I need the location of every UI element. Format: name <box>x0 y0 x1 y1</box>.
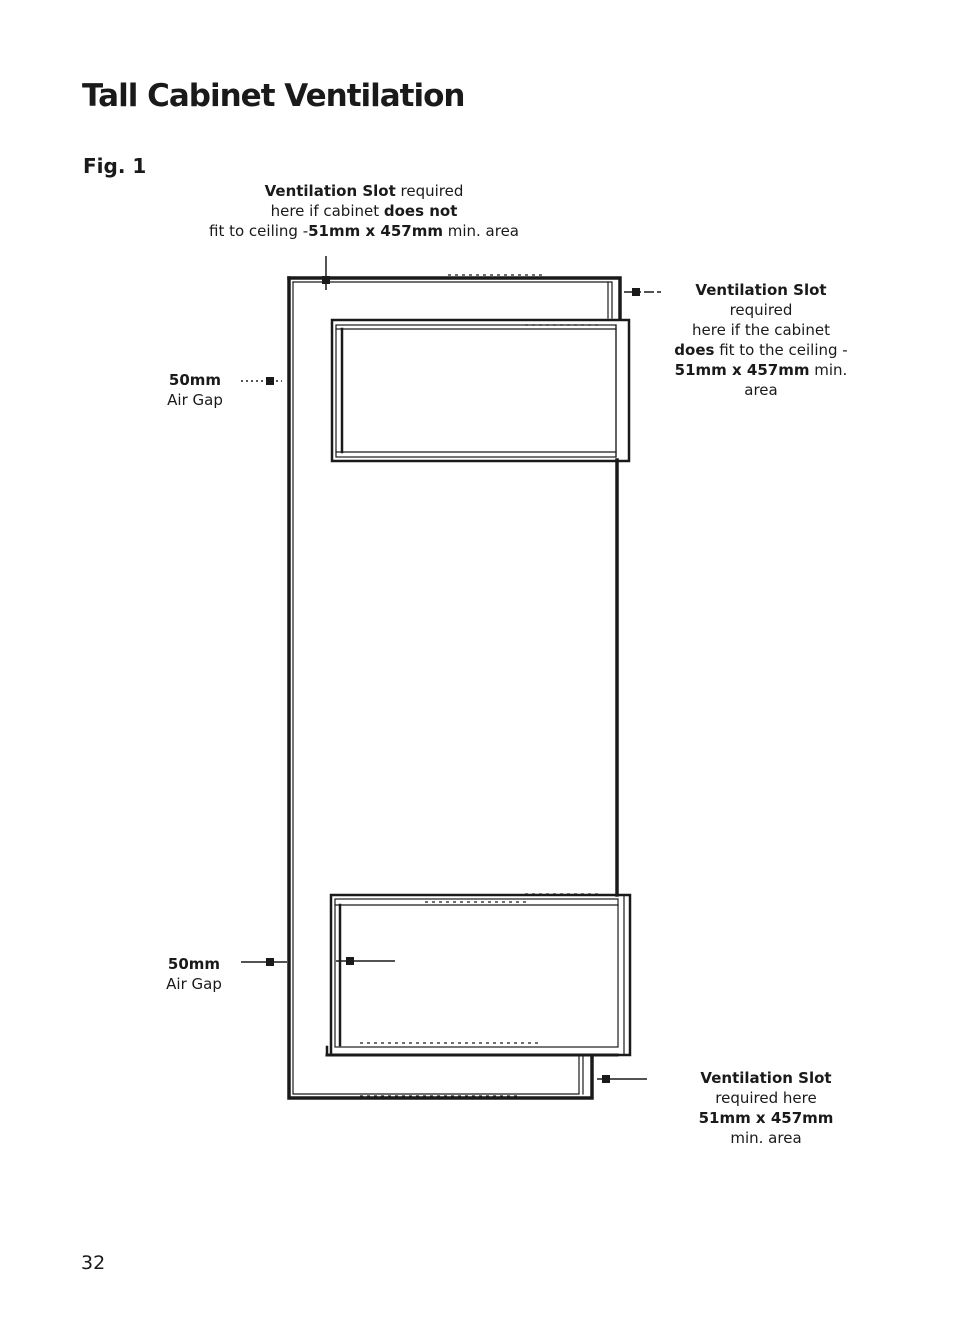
cabinet-inner-top <box>293 282 612 318</box>
lower-appliance-inner <box>335 899 618 1047</box>
top-slot-pointer-head <box>322 276 330 284</box>
cabinet-outline <box>289 278 620 318</box>
lower-appliance-frame <box>331 895 630 1055</box>
upper-appliance-frame <box>332 320 629 461</box>
bottom-ventilation-slot-label: Ventilation Slot required here 51mm x 457mm min. area <box>698 1069 834 1147</box>
air-gap-upper-pointer-head <box>266 377 274 385</box>
top-ventilation-slot-label: Ventilation Slot required here if cabinet does not fit to ceiling -51mm x 457mm min. area <box>209 182 519 240</box>
right-slot-pointer-head <box>632 288 640 296</box>
air-gap-upper-label: 50mm Air Gap <box>167 371 223 409</box>
right-ventilation-slot-label: Ventilation Slot required here if the cabinet does fit to the ceiling - 51mm x 457mm min. area <box>674 281 848 399</box>
air-gap-lower-pointer-head <box>266 958 274 966</box>
page-title: Tall Cabinet Ventilation <box>82 78 465 114</box>
air-gap-lower-label: 50mm Air Gap <box>166 955 222 993</box>
inner-gap-pointer-head <box>346 957 354 965</box>
upper-appliance-inner <box>336 325 616 457</box>
page-number: 32 <box>81 1252 106 1274</box>
bottom-slot-pointer-head <box>602 1075 610 1083</box>
figure-label: Fig. 1 <box>83 154 147 178</box>
